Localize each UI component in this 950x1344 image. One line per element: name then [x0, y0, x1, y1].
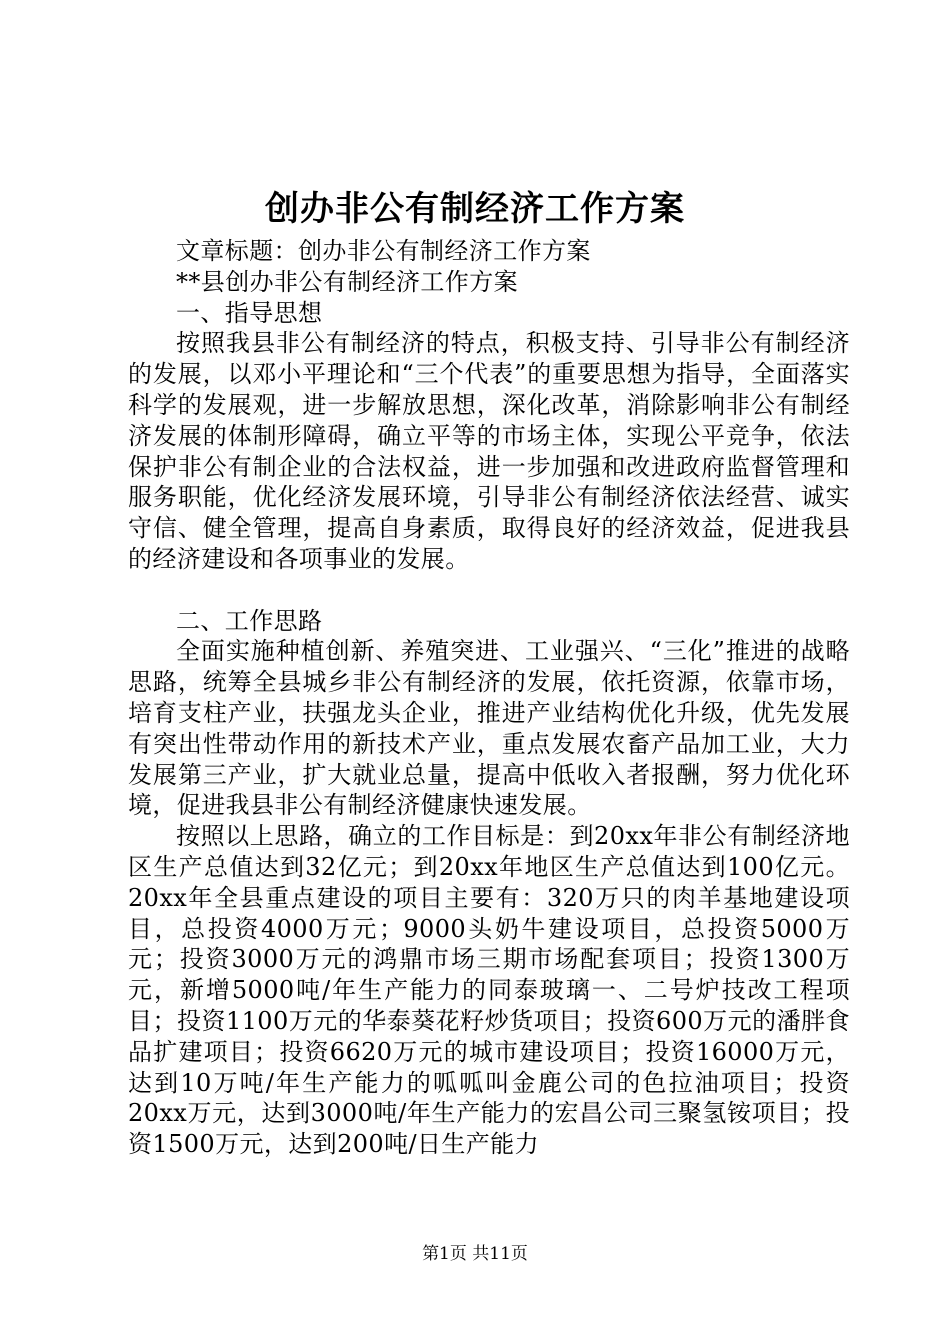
- plan-title-line: **县创办非公有制经济工作方案: [176, 267, 518, 296]
- paragraph-guiding-ideology: 按照我县非公有制经济的特点，积极支持、引导非公有制经济的发展，以邓小平理论和“三个代表”的重要思想为指导，全面落实科学的发展观，进一步解放思想，深化改革，消除影响非公有制经济发展的体制形障碍，确立平等的市场主体，实现公平竞争，依法保护非公有制企业的合法权益，进一步加强和改进政府监督管理和服务职能，优化经济发展环境，引导非公有制经济依法经营、诚实守信、健全管理，提高自身素质，取得良好的经济效益，促进我县的经济建设和各项事业的发展。: [128, 329, 850, 573]
- document-body: [128, 236, 850, 1160]
- section-heading-guiding-ideology: 一、指导思想: [176, 298, 323, 327]
- paragraph-work-goals: 按照以上思路，确立的工作目标是：到20xx年非公有制经济地区生产总值达到32亿元；到20xx年地区生产总值达到100亿元。20xx年全县重点建设的项目主要有：320万只的肉羊基地建设项目，总投资4000万元；9000头奶牛建设项目，总投资5000万元；投资3000万元的鸿鼎市场三期市场配套项目；投资1300万元，新增5000吨/年生产能力的同泰玻璃一、二号炉技改工程项目；投资1100万元的华泰葵花籽炒货项目；投资600万元的潘胖食品扩建项目；投资6620万元的城市建设项目；投资16000万元，达到10万吨/年生产能力的呱呱叫金鹿公司的色拉油项目；投资20xx万元，达到3000吨/年生产能力的宏昌公司三聚氢铵项目；投资1500万元，达到200吨/日生产能力: [128, 822, 850, 1159]
- page-footer: 第1页 共11页: [422, 1244, 528, 1264]
- section-heading-work-approach: 二、工作思路: [176, 606, 323, 635]
- paragraph-work-approach: 全面实施种植创新、养殖突进、工业强兴、“三化”推进的战略思路，统筹全县城乡非公有制经济的发展，依托资源，依靠市场，培育支柱产业，扶强龙头企业，推进产业结构优化升级，优先发展有突出性带动作用的新技术产业，重点发展农畜产品加工业，大力发展第三产业，扩大就业总量，提高中低收入者报酬，努力优化环境，促进我县非公有制经济健康快速发展。: [128, 637, 850, 820]
- document-title: 创办非公有制经济工作方案: [265, 189, 685, 229]
- article-title-line: 文章标题：创办非公有制经济工作方案: [176, 237, 591, 265]
